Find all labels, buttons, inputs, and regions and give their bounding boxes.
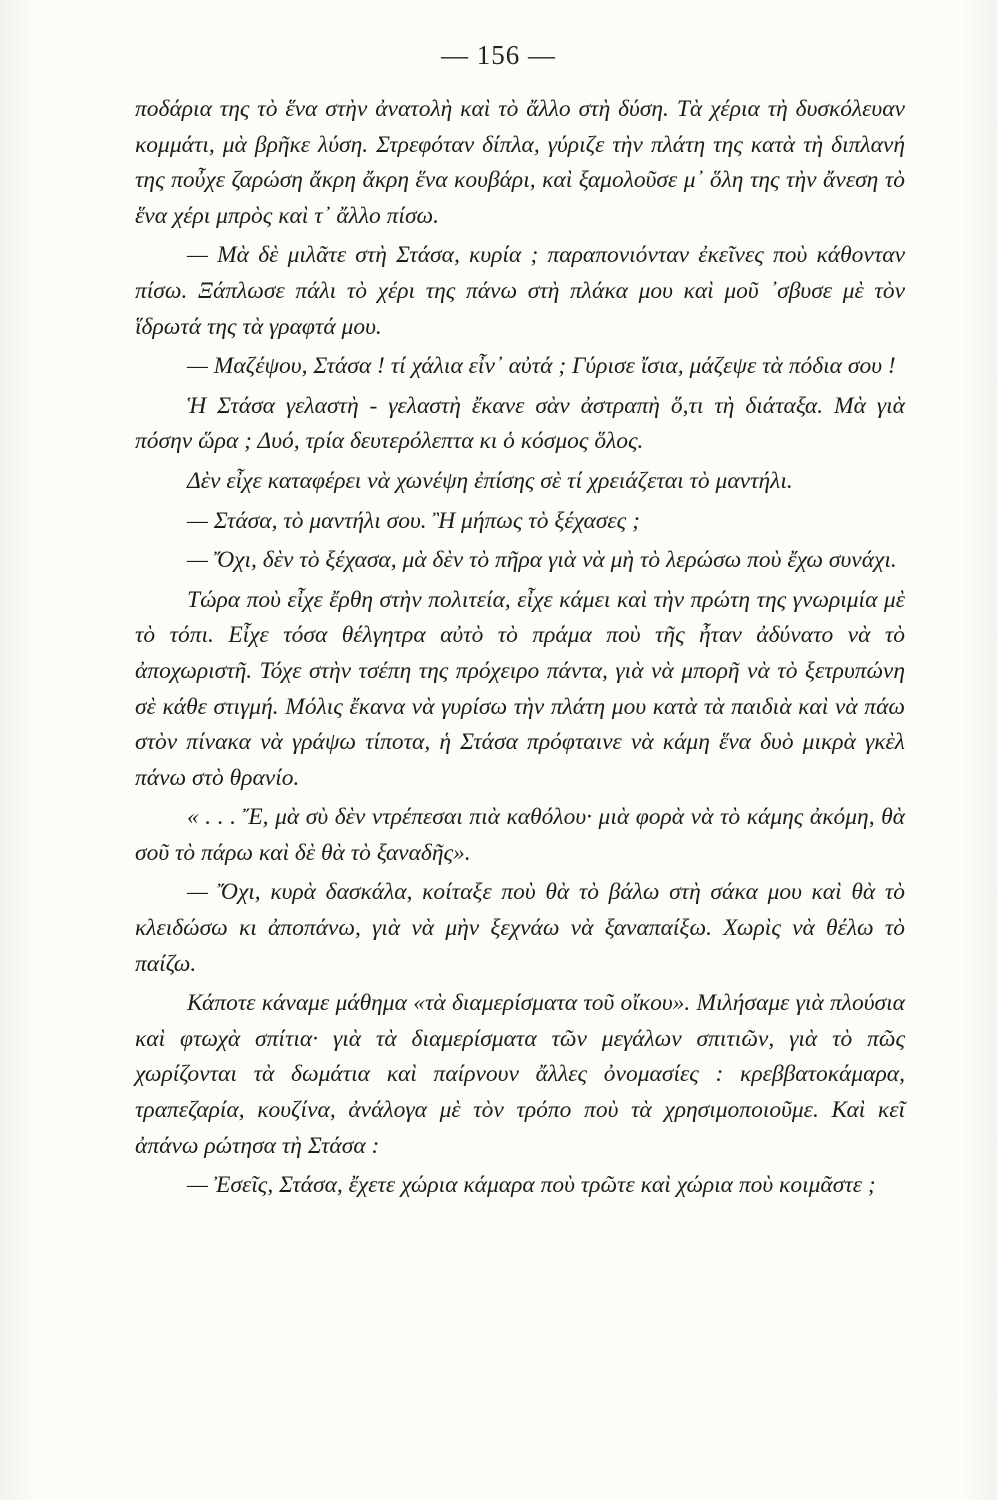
paragraph: — Ὄχι, κυρὰ δασκάλα, κοίταξε ποὺ θὰ τὸ βάλω στὴ σάκα μου καὶ θὰ τὸ κλειδώσω κι ἀποπάνω, γιὰ νὰ μὴν ξεχνάω νὰ ξαναπαίξω. Χωρὶς νὰ θέλω τὸ παίζω. [135, 879, 905, 977]
body-text [135, 92, 905, 1204]
paragraph: — Ὄχι, δὲν τὸ ξέχασα, μὰ δὲν τὸ πῆρα γιὰ νὰ μὴ τὸ λερώσω ποὺ ἔχω συνάχι. [187, 547, 897, 574]
paragraph: — Μὰ δὲ μιλᾶτε στὴ Στάσα, κυρία ; παραπονιόνταν ἐκεῖνες ποὺ κάθονταν πίσω. Ξάπλωσε πάλι τὸ χέρι της πάνω στὴ πλάκα μου καὶ μοῦ ᾽σβυσε μὲ τὸν ἵδρωτά της τὰ γραφτά μου. [135, 242, 905, 340]
paragraph: Δὲν εἶχε καταφέρει νὰ χωνέψη ἐπίσης σὲ τί χρειάζεται τὸ μαντήλι. [187, 467, 793, 494]
paragraph: — Μαζέψου, Στάσα ! τί χάλια εἶν᾽ αὐτά ; Γύρισε ἴσια, μάζεψε τὰ πόδια σου ! [187, 353, 896, 380]
paragraph: — Ἐσεῖς, Στάσα, ἔχετε χώρια κάμαρα ποὺ τρῶτε καὶ χώρια ποὺ κοιμᾶστε ; [187, 1172, 876, 1199]
paragraph: Κάποτε κάναμε μάθημα «τὰ διαμερίσματα τοῦ οἴκου». Μιλήσαμε γιὰ πλούσια καὶ φτωχὰ σπίτια· γιὰ τὰ διαμερίσματα τῶν μεγάλων σπιτιῶν, γιὰ τὸ πῶς χωρίζονται τὰ δωμάτια καὶ παίρνουν ἄλλες ὀνομασίες : κρεββατοκάμαρα, τραπεζαρία, κουζίνα, ἀνάλογα μὲ τὸν τρόπο ποὺ τὰ χρησιμοποιοῦμε. Καὶ κεῖ ἀπάνω ρώτησα τὴ Στάσα : [135, 990, 905, 1159]
paragraph: — Στάσα, τὸ μαντήλι σου. Ἢ μήπως τὸ ξέχασες ; [187, 507, 640, 534]
page-number: — 156 — [441, 40, 556, 70]
paragraph-continuation: ποδάρια της τὸ ἕνα στὴν ἀνατολὴ καὶ τὸ ἄλλο στὴ δύση. Τὰ χέρια τὴ δυσκόλευαν κομμάτι, μὰ βρῆκε λύση. Στρεφόταν δίπλα, γύριζε τὴν πλάτη της κατὰ τὴ διπλανή της ποὖχε ζαρώση ἄκρη ἄκρη ἕνα κουβάρι, καὶ ξαμολοῦσε μ᾽ ὅλη της τὴν ἄνεση τὸ ἕνα χέρι μπρὸς καὶ τ᾽ ἄλλο πίσω. [135, 96, 905, 229]
paragraph: « . . . Ἔ, μὰ σὺ δὲν ντρέπεσαι πιὰ καθόλου· μιὰ φορὰ νὰ τὸ κάμης ἀκόμη, θὰ σοῦ τὸ πάρω καὶ δὲ θὰ τὸ ξαναδῆς». [135, 804, 905, 866]
paragraph: Τώρα ποὺ εἶχε ἔρθη στὴν πολιτεία, εἶχε κάμει καὶ τὴν πρώτη της γνωριμία μὲ τὸ τόπι. Εἶχε τόσα θέλγητρα αὐτὸ τὸ πράμα ποὺ τῆς ἦταν ἀδύνατο νὰ τὸ ἀποχωριστῆ. Τόχε στὴν τσέπη της πρόχειρο πάντα, γιὰ νὰ μπορῆ νὰ τὸ ξετρυπώνη σὲ κάθε στιγμή. Μόλις ἔκανα νὰ γυρίσω τὴν πλάτη μου κατὰ τὰ παιδιὰ καὶ νὰ πάω στὸν πίνακα νὰ γράψω τίποτα, ἡ Στάσα πρόφταινε νὰ κάμη ἕνα δυὸ μικρὰ γκὲλ πάνω στὸ θρανίο. [135, 586, 905, 791]
paragraph: Ἡ Στάσα γελαστὴ - γελαστὴ ἔκανε σὰν ἀστραπὴ ὅ,τι τὴ διάταξα. Μὰ γιὰ πόσην ὥρα ; Δυό, τρία δευτερόλεπτα κι ὁ κόσμος ὅλος. [135, 392, 905, 455]
